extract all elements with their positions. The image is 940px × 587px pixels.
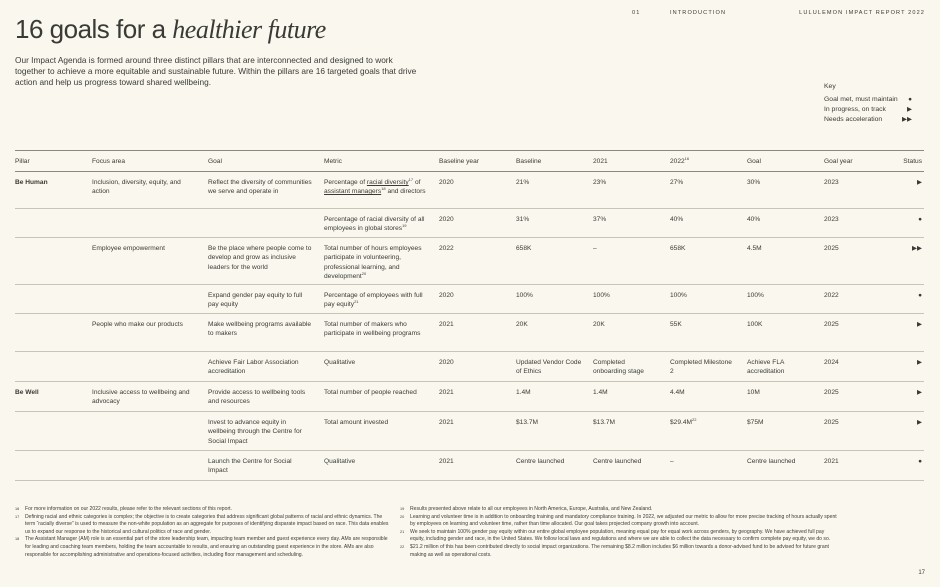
value-2022: Completed Milestone 2 — [670, 359, 732, 376]
baseline-year: 2020 — [439, 216, 454, 223]
value-2021: $13.7M — [593, 419, 615, 426]
value-2021: Centre launched — [593, 458, 642, 465]
metric-text: Percentage of employees with full pay equity$^{21}$ — [324, 292, 423, 309]
baseline-year: 2021 — [439, 389, 454, 396]
status-key — [824, 82, 912, 125]
metric-text: Total number of makers who participate in wellbeing programs — [324, 321, 421, 338]
col-goal: Goal — [208, 158, 222, 165]
footnotes-left — [15, 506, 393, 559]
col-pillar: Pillar — [15, 158, 30, 165]
table-row — [15, 451, 924, 481]
baseline-year: 2021 — [439, 321, 454, 328]
col-status: Status — [903, 158, 922, 165]
footnote: 19 Results presented above relate to all our employees in North America, Europe, Australia, and New Zealand. — [400, 506, 653, 512]
goal-year: 2023 — [824, 216, 839, 223]
footnote: 20 Learning and volunteer time is in addition to onboarding training and mandatory compliance training. In 2022, we adjusted our metric to allow for more precise tracking of hours actually spent by employees on learning and volunteer time, rather than time allocated. Our goal takes projected company growth into account. — [400, 513, 837, 528]
baseline-value: $13.7M — [516, 419, 538, 426]
play-icon: ▶ — [917, 359, 922, 366]
footnote: 21 We seek to maintain 100% gender pay equity within our entire global employee population, meaning equal pay for equal work across genders, by geography. We have achieved full pay equity, including gender and race, in the United States. We follow local laws and regulations and where we are able to collect the data necessary to confirm complete pay equity, we do so. — [400, 528, 831, 543]
goal-text: Reflect the diversity of communities we serve and operate in — [208, 179, 312, 196]
goal-value: 40% — [747, 216, 761, 223]
fast-forward-icon: ▶▶ — [912, 245, 922, 252]
value-2022: 4.4M — [670, 389, 685, 396]
col-metric: Metric — [324, 158, 342, 165]
col-2021: 2021 — [593, 158, 608, 165]
table-row — [15, 238, 924, 285]
goal-text: Launch the Centre for Social Impact — [208, 458, 292, 475]
metric-text: Qualitative — [324, 458, 356, 465]
goal-value: 4.5M — [747, 245, 762, 252]
baseline-year: 2021 — [439, 419, 454, 426]
value-2022: $\$29.4M^{22}$ — [670, 416, 697, 426]
goal-text: Make wellbeing programs available to makers — [208, 321, 311, 338]
footnote: 18 The Assistant Manager (AM) role is an essential part of the store leadership team, impacting team member and guest experience every day. AMs are responsible for leading and coaching team members, holding the team accountable to results, and ensuring an outstanding guest experience in the store. AMs are also responsible for accomplishing administrative and operations-focused activities, including floor management and scheduling. — [15, 536, 388, 558]
col-baseline: Baseline — [516, 158, 542, 165]
play-icon: ▶ — [917, 179, 922, 186]
circle-icon: ● — [918, 292, 922, 299]
metric-text: Percentage of racial diversity of all employees in global stores$^{19}$ — [324, 216, 425, 233]
table-row — [15, 285, 924, 314]
baseline-value: Centre launched — [516, 458, 565, 465]
goal-value: Centre launched — [747, 458, 796, 465]
goal-text: Achieve Fair Labor Association accreditation — [208, 359, 299, 376]
metric-text: Total number of people reached — [324, 389, 417, 396]
goal-year: 2023 — [824, 179, 839, 186]
goal-text: Expand gender pay equity to full pay equity — [208, 292, 303, 309]
baseline-value: Updated Vendor Code of Ethics — [516, 359, 582, 376]
value-2022: 100% — [670, 292, 687, 299]
fast-forward-icon: ▶▶ — [902, 116, 912, 124]
baseline-value: 21% — [516, 179, 530, 186]
table-row — [15, 172, 924, 209]
col-goal-year: Goal year — [824, 158, 853, 165]
key-title: Key — [824, 83, 836, 90]
pillar-name: Be Human — [15, 179, 48, 186]
goal-year: 2025 — [824, 389, 839, 396]
key-item-needs-acceleration: Needs acceleration ▶▶ — [824, 116, 912, 124]
play-icon: ▶ — [917, 389, 922, 396]
key-item-in-progress: In progress, on track ▶ — [824, 106, 912, 114]
goal-value: Achieve FLA accreditation — [747, 359, 785, 376]
circle-icon: ● — [918, 458, 922, 465]
value-2021: 23% — [593, 179, 607, 186]
baseline-year: 2020 — [439, 179, 454, 186]
pillar-name: Be Well — [15, 389, 39, 396]
baseline-value: 658K — [516, 245, 532, 252]
table-row — [15, 382, 924, 412]
focus-area: Inclusion, diversity, equity, and action — [92, 179, 181, 196]
play-icon: ▶ — [907, 106, 912, 114]
value-2022: 40% — [670, 216, 684, 223]
col-goal-value: Goal — [747, 158, 761, 165]
footnote: 22 $21.2 million of this has been contributed directly to social impact organizations. The remaining $8.2 million includes $6 million towards a donor-advised fund to be advised for future grant making as well as operational costs. — [400, 543, 829, 558]
baseline-year: 2022 — [439, 245, 454, 252]
footnote: 16 For more information on our 2022 results, please refer to the relevant sections of this report. — [15, 506, 232, 512]
value-2022: 27% — [670, 179, 684, 186]
footnote: 17 Defining racial and ethnic categories is complex; the objective is to create categories that address significant global patterns of racial and ethnic dynamics. The term “racially diverse” is used to measure the non-white population as an aggregate for purposes of identifying disparate impact based on race. This data enables us to expand our response to the historical and cultural politics of race and gender. — [15, 513, 389, 535]
metric-text: Percentage of racial diversity$^{17}$ of assistant managers$^{18}$ and directors — [324, 176, 426, 196]
metric-text: Qualitative — [324, 359, 356, 366]
focus-area: People who make our products — [92, 321, 183, 328]
baseline-value: 20K — [516, 321, 528, 328]
report-name: LULULEMON IMPACT REPORT 2022 — [799, 10, 925, 16]
baseline-value: 100% — [516, 292, 533, 299]
baseline-value: 31% — [516, 216, 530, 223]
value-2021: 1.4M — [593, 389, 608, 396]
table-header — [15, 150, 924, 172]
baseline-year: 2020 — [439, 359, 454, 366]
col-focus-area: Focus area — [92, 158, 125, 165]
value-2021: 100% — [593, 292, 610, 299]
value-2022: – — [670, 458, 674, 465]
goal-year: 2021 — [824, 458, 839, 465]
goal-value: $75M — [747, 419, 764, 426]
baseline-year: 2021 — [439, 458, 454, 465]
goal-year: 2025 — [824, 245, 839, 252]
goals-table — [15, 150, 924, 481]
goal-text: Invest to advance equity in wellbeing through the Centre for Social Impact — [208, 419, 302, 445]
circle-icon: ● — [918, 216, 922, 223]
goal-year: 2025 — [824, 419, 839, 426]
table-row — [15, 412, 924, 451]
circle-icon: ● — [908, 96, 912, 104]
value-2022: 658K — [670, 245, 686, 252]
goal-year: 2022 — [824, 292, 839, 299]
focus-area: Inclusive access to wellbeing and advocacy — [92, 389, 190, 406]
key-item-goal-met: Goal met, must maintain ● — [824, 96, 912, 104]
table-row — [15, 352, 924, 382]
goal-year: 2025 — [824, 321, 839, 328]
play-icon: ▶ — [917, 321, 922, 328]
goal-year: 2024 — [824, 359, 839, 366]
goal-value: 100K — [747, 321, 763, 328]
col-2022: 2022$^{16}$ — [670, 155, 690, 165]
value-2021: 37% — [593, 216, 607, 223]
goal-value: 100% — [747, 292, 764, 299]
footnotes-right — [400, 506, 840, 559]
focus-area: Employee empowerment — [92, 245, 165, 252]
page-title: 16 goals for a healthier future — [15, 14, 326, 44]
value-2021: 20K — [593, 321, 605, 328]
col-baseline-year: Baseline year — [439, 158, 479, 165]
value-2021: Completed onboarding stage — [593, 359, 644, 376]
section-name: INTRODUCTION — [670, 10, 727, 16]
baseline-year: 2020 — [439, 292, 454, 299]
page-section-number: 01 — [632, 10, 641, 16]
goal-value: 30% — [747, 179, 761, 186]
metric-text: Total number of hours employees participate in volunteering, professional learning, and development$^{20}$ — [324, 245, 422, 280]
play-icon: ▶ — [917, 419, 922, 426]
goal-value: 10M — [747, 389, 760, 396]
value-2021: – — [593, 245, 597, 252]
value-2022: 55K — [670, 321, 682, 328]
table-row — [15, 209, 924, 238]
goal-text: Provide access to wellbeing tools and resources — [208, 389, 306, 406]
table-row — [15, 314, 924, 352]
page-number: 17 — [918, 570, 925, 576]
goal-text: Be the place where people come to develop and grow as inclusive leaders for the world — [208, 245, 312, 271]
metric-text: Total amount invested — [324, 419, 389, 426]
baseline-value: 1.4M — [516, 389, 531, 396]
intro-paragraph: Our Impact Agenda is formed around three distinct pillars that are interconnected and designed to work together to achieve a more equitable and sustainable future. Within the pillars are 16 targeted goals that drive action and help us progress toward shared wellbeing. — [15, 55, 417, 87]
